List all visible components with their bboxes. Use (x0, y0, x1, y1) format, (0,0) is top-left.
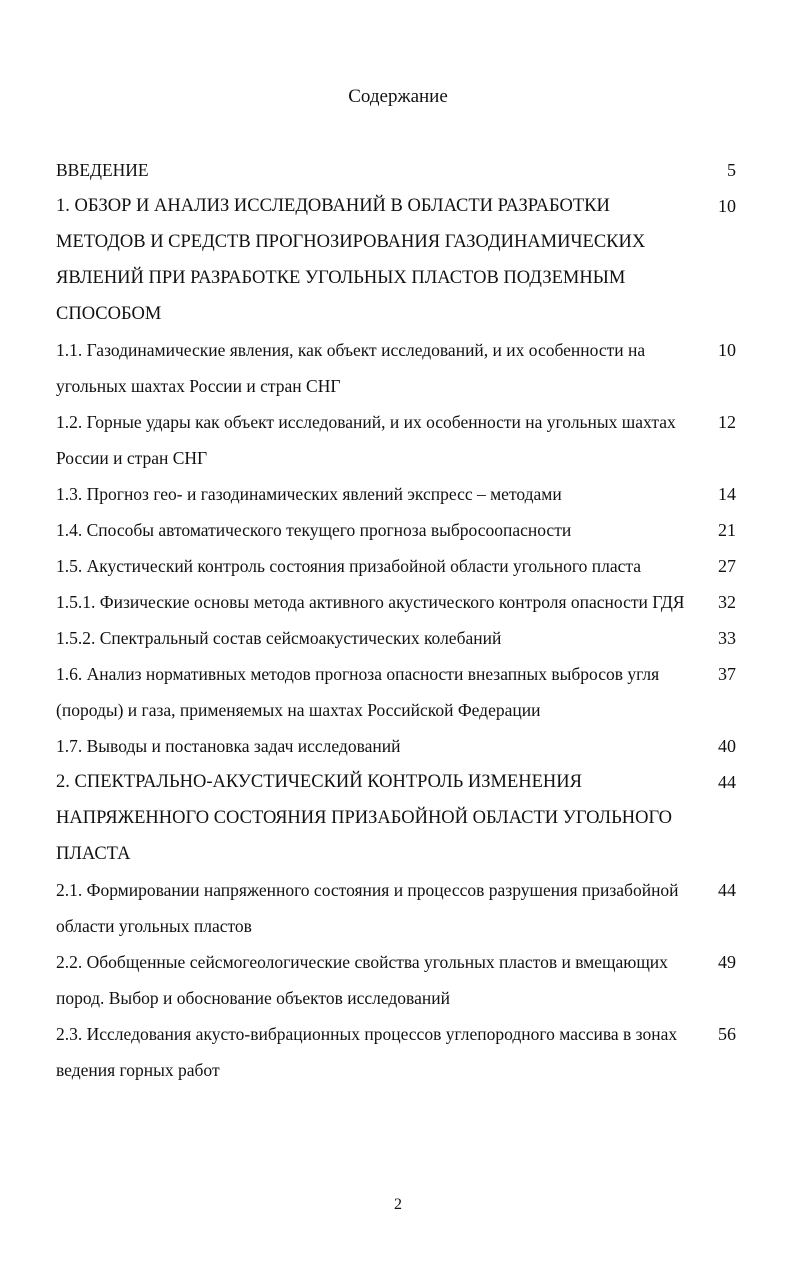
toc-entry-page: 40 (718, 736, 736, 756)
toc-entry-page: 14 (718, 484, 736, 504)
toc-entry-1-2[interactable] (56, 404, 736, 476)
toc-entry-chapter-1[interactable] (56, 188, 736, 332)
page-title: Содержание (348, 86, 448, 107)
toc-entry-page: 44 (718, 772, 736, 792)
toc-entry-1-5[interactable] (56, 548, 736, 584)
toc-entry-chapter-2[interactable] (56, 764, 736, 872)
toc-entry-introduction[interactable] (56, 152, 736, 188)
toc-entry-page: 33 (718, 628, 736, 648)
toc-entry-1-4[interactable] (56, 512, 736, 548)
toc-entry-page: 12 (718, 412, 736, 432)
toc-entry-title: 1.5.1. Физические основы метода активного акустического контроля опасности ГДЯ (56, 592, 685, 612)
toc-entry-1-1[interactable] (56, 332, 736, 404)
toc-entry-1-5-1[interactable] (56, 584, 736, 620)
toc-entry-1-5-2[interactable] (56, 620, 736, 656)
toc-entry-title: 2. СПЕКТРАЛЬНО-АКУСТИЧЕСКИЙ КОНТРОЛЬ ИЗМЕНЕНИЯ НАПРЯЖЕННОГО СОСТОЯНИЯ ПРИЗАБОЙНОЙ ОБЛАСТИ УГОЛЬНОГО ПЛАСТА (56, 772, 673, 864)
toc-entry-2-2[interactable] (56, 944, 736, 1016)
toc-entry-page: 49 (718, 952, 736, 972)
toc-entry-page: 32 (718, 592, 736, 612)
page-number: 2 (394, 1196, 402, 1213)
toc-entry-title: 1.3. Прогноз гео- и газодинамических явлений экспресс – методами (56, 484, 562, 504)
toc-entry-page: 10 (718, 196, 736, 216)
toc-entry-1-7[interactable] (56, 728, 736, 764)
table-of-contents (56, 152, 736, 1088)
toc-entry-title: 1.5. Акустический контроль состояния призабойной области угольного пласта (56, 556, 642, 576)
toc-entry-page: 56 (718, 1024, 736, 1044)
toc-entry-2-1[interactable] (56, 872, 736, 944)
toc-entry-title: 1. ОБЗОР И АНАЛИЗ ИССЛЕДОВАНИЙ В ОБЛАСТИ РАЗРАБОТКИ МЕТОДОВ И СРЕДСТВ ПРОГНОЗИРОВАНИЯ ГАЗОДИНАМИЧЕСКИХ ЯВЛЕНИЙ ПРИ РАЗРАБОТКЕ УГОЛЬНЫХ ПЛАСТОВ ПОДЗЕМНЫМ СПОСОБОМ (56, 196, 646, 324)
toc-entry-title: 1.4. Способы автоматического текущего прогноза выбросоопасности (56, 520, 572, 540)
toc-entry-title: 1.6. Анализ нормативных методов прогноза опасности внезапных выбросов угля (породы) и газа, применяемых на шахтах Российской Федерации (56, 664, 660, 720)
toc-entry-1-3[interactable] (56, 476, 736, 512)
toc-entry-page: 10 (718, 340, 736, 360)
toc-entry-page: 37 (718, 664, 736, 684)
toc-entry-page: 5 (727, 160, 736, 180)
toc-entry-2-3[interactable] (56, 1016, 736, 1088)
toc-entry-title: 1.2. Горные удары как объект исследований, и их особенности на угольных шахтах России и стран СНГ (56, 412, 676, 468)
toc-entry-title: ВВЕДЕНИЕ (56, 160, 149, 180)
toc-entry-page: 44 (718, 880, 736, 900)
toc-entry-page: 21 (718, 520, 736, 540)
toc-entry-title: 2.2. Обобщенные сейсмогеологические свойства угольных пластов и вмещающих пород. Выбор и обоснование объектов исследований (56, 952, 668, 1008)
toc-entry-1-6[interactable] (56, 656, 736, 728)
toc-entry-page: 27 (718, 556, 736, 576)
toc-entry-title: 1.7. Выводы и постановка задач исследований (56, 736, 401, 756)
toc-entry-title: 2.1. Формировании напряженного состояния и процессов разрушения призабойной области угольных пластов (56, 880, 679, 936)
toc-entry-title: 1.5.2. Спектральный состав сейсмоакустических колебаний (56, 628, 502, 648)
toc-entry-title: 2.3. Исследования акусто-вибрационных процессов углепородного массива в зонах ведения горных работ (56, 1024, 678, 1080)
toc-entry-title: 1.1. Газодинамические явления, как объект исследований, и их особенности на угольных шахтах России и стран СНГ (56, 340, 646, 396)
